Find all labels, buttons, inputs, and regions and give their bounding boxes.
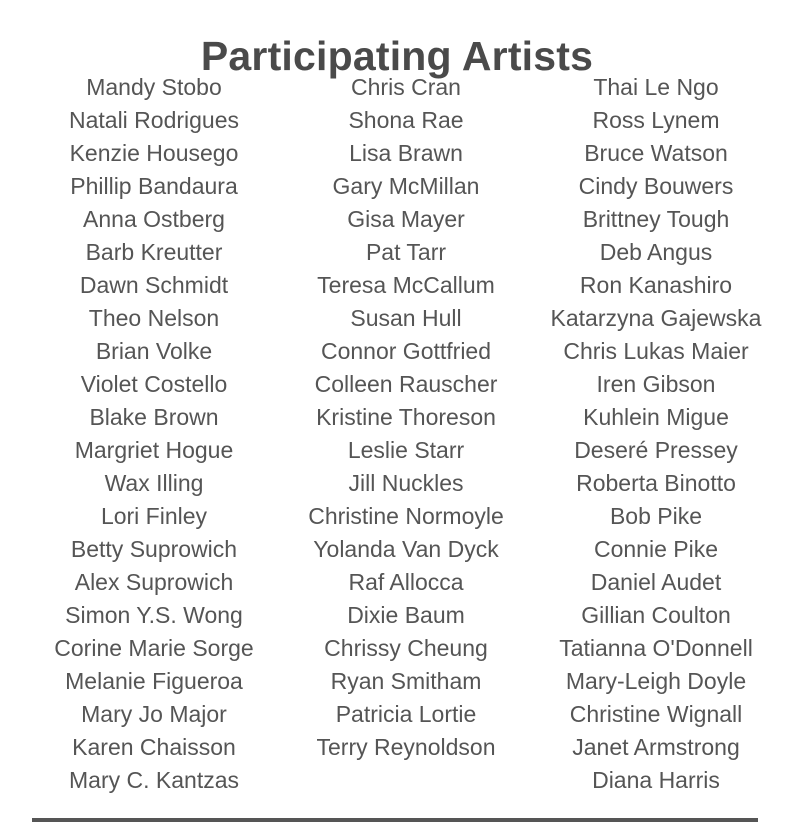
artist-name: Melanie Figueroa [65,668,243,694]
artist-name: Iren Gibson [596,371,716,397]
artist-name: Barb Kreutter [85,239,223,265]
artist-name: Phillip Bandaura [70,173,238,199]
artist-name: Lisa Brawn [349,140,463,166]
artist-name: Terry Reynoldson [316,734,496,760]
artist-name: Wax Illing [104,470,204,496]
artist-name: Mandy Stobo [86,74,222,100]
artist-name: Mary-Leigh Doyle [565,668,747,694]
artist-name: Daniel Audet [590,569,722,595]
artist-name: Christine Wignall [569,701,743,727]
artist-name: Christine Normoyle [308,503,504,529]
artist-name: Betty Suprowich [70,536,238,562]
artist-column-2 [266,71,546,764]
artist-name: Kuhlein Migue [583,404,729,430]
artist-name: Leslie Starr [347,437,465,463]
artist-name: Karen Chaisson [72,734,236,760]
artist-name: Chris Cran [351,74,461,100]
artist-name: Gillian Coulton [581,602,731,628]
artist-name: Dawn Schmidt [79,272,229,298]
artist-name: Tatianna O'Donnell [559,635,753,661]
artist-name: Mary C. Kantzas [69,767,239,793]
artist-name: Teresa McCallum [317,272,495,298]
artist-name: Chrissy Cheung [324,635,488,661]
artist-name: Janet Armstrong [572,734,740,760]
artist-name: Bob Pike [609,503,703,529]
artist-name: Shona Rae [348,107,464,133]
artist-name: Colleen Rauscher [314,371,498,397]
artist-name: Diana Harris [592,767,720,793]
artist-name: Connie Pike [593,536,719,562]
artist-name: Connor Gottfried [320,338,492,364]
artist-name: Anna Ostberg [83,206,225,232]
artist-name: Yolanda Van Dyck [313,536,499,562]
artist-name: Roberta Binotto [576,470,736,496]
page-title: Participating Artists [200,33,594,80]
artist-name: Kristine Thoreson [316,404,496,430]
artist-name: Gary McMillan [332,173,480,199]
artist-name: Blake Brown [89,404,219,430]
artist-name: Brittney Tough [582,206,730,232]
artist-name: Jill Nuckles [348,470,464,496]
artist-name: Brian Volke [95,338,213,364]
artist-name: Ron Kanashiro [579,272,733,298]
artist-name: Raf Allocca [348,569,464,595]
artist-name: Chris Lukas Maier [563,338,749,364]
artist-name: Ryan Smitham [330,668,482,694]
artist-name: Corine Marie Sorge [54,635,254,661]
artist-name: Alex Suprowich [74,569,234,595]
artist-column-3 [516,71,794,797]
artist-name: Pat Tarr [365,239,447,265]
bottom-divider [32,818,758,822]
artist-name: Simon Y.S. Wong [65,602,243,628]
artist-name: Cindy Bouwers [578,173,734,199]
artist-name: Margriet Hogue [74,437,234,463]
artist-name: Violet Costello [80,371,228,397]
artist-name: Theo Nelson [88,305,220,331]
artist-name: Susan Hull [350,305,462,331]
artist-name: Kenzie Housego [69,140,239,166]
artist-name: Deb Angus [599,239,713,265]
artist-name: Natali Rodrigues [68,107,240,133]
artist-name: Lori Finley [100,503,208,529]
artist-name: Mary Jo Major [81,701,227,727]
artist-name: Bruce Watson [584,140,728,166]
artist-name: Deseré Pressey [574,437,738,463]
artist-name: Ross Lynem [592,107,720,133]
artist-column-1 [14,71,294,797]
artist-name: Gisa Mayer [347,206,465,232]
artist-name: Dixie Baum [347,602,465,628]
artist-name: Katarzyna Gajewska [550,305,762,331]
artist-name: Patricia Lortie [335,701,477,727]
artist-name: Thai Le Ngo [593,74,719,100]
